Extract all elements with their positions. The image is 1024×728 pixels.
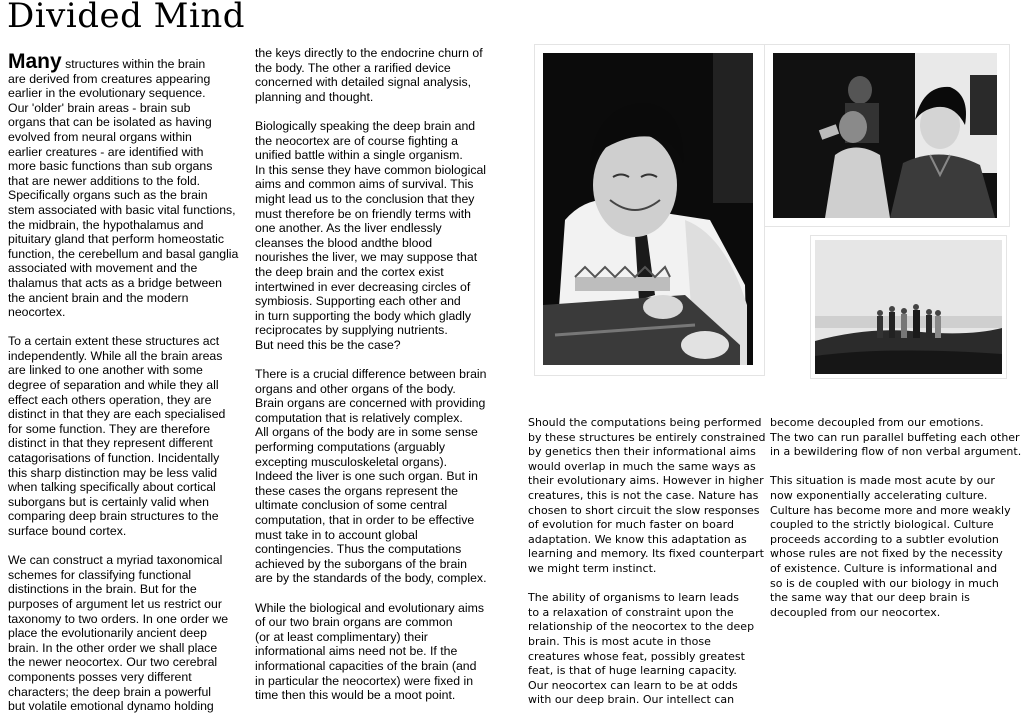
text-column-2 xyxy=(255,46,491,717)
drop-cap-word: Many xyxy=(8,50,62,73)
paragraph: We can construct a myriad taxonomical schemes for classifying functional distinctions in the brain. But for the purposes of argument let us restrict our taxonomy to two orders. In one order we place the evolutionarily ancient deep brain. In the other order we shall place the newer neocortex. Our two cerebral components posses very different characters; the deep brain a powerful but volatile emotional dynamo holding xyxy=(8,553,229,714)
paragraph: There is a crucial difference between brain organs and other organs of the body. Brain organs are concerned with providing computation that is relatively complex. All organs of the body are in some sense performing computations (arguably excepting musculoskeletal organs). Indeed the liver is one such organ. But in these cases the organs represent the ultimate conclusion of some central computation, that in order to be effective must take in to account global contingencies. Thus the computations achieved by the suborgans of the brain are by the standards of the body, complex. xyxy=(255,367,487,586)
paragraph: become decoupled from our emotions. The two can run parallel buffeting each other in a bewildering flow of non verbal argument. xyxy=(770,416,1022,459)
paragraph: Biologically speaking the deep brain and the neocortex are of course fighting a unified battle within a single organism. In this sense they have common biological aims and common aims of survival. This might lead us to the conclusion that they must therefore be on friendly terms with one another. As the liver endlessly cleanses the blood andthe blood nourishes the liver, we may suppose that the deep brain and the cortex exist intertwined in ever decreasing circles of symbiosis. Supporting each other and in turn supporting the body which gladly reciprocates by supplying nutrients. But need this be the case? xyxy=(255,118,487,352)
paragraph: While the biological and evolutionary aims of our two brain organs are common (or at least complimentary) their informational aims need not be. If the informational capacities of the brain (and in particular the neocortex) were fixed in time then this would be a moot point. xyxy=(255,600,484,703)
text-column-4 xyxy=(770,416,1024,635)
text-column-3 xyxy=(528,416,768,722)
photo-boy-graphic xyxy=(535,45,764,375)
photo-women-graphic xyxy=(765,45,1009,226)
photo-hill-graphic xyxy=(811,236,1006,378)
photo-group-of-women xyxy=(765,45,1009,226)
paragraph: The ability of organisms to learn leads to a relaxation of constraint upon the relationship of the neocortex to the deep brain. This is most acute in those creatures whose feat, possibly greatest feat, is that of huge learning capacity. Our neocortex can learn to be at odds with our deep brain. Our intellect can xyxy=(528,591,755,707)
paragraph: This situation is made most acute by our now exponentially accelerating culture. Culture has become more and more weakly coupled to the strictly biological. Culture proceeds according to a subtler evolution whose rules are not fixed by the necessity of existence. Culture is informational and so is de coupled with our biology in much the same way that our deep brain is decoupled from our neocortex. xyxy=(770,474,1011,619)
paragraph xyxy=(8,50,246,320)
photo-group-on-hill xyxy=(811,236,1006,378)
paragraph-text: structures within the brain are derived from creatures appearing earlier in the evolutionary sequence. Our 'older' brain areas - brain sub organs that can be isolated as having evolved from neural organs within earlier creatures - are identified with more basic functions than sub organs that are newer additions to the fold. Specifically organs such as the brain stem associated with basic vital functions, the midbrain, the hypothalamus and pituitary gland that perform homeostatic function, the cerebellum and basal ganglia associated with movement and the thalamus that acts as a bridge between the ancient brain and the modern neocortex. xyxy=(8,57,239,320)
paragraph: the keys directly to the endocrine churn of the body. The other a rarified device concerned with detailed signal analysis, planning and thought. xyxy=(255,46,483,104)
paragraph: To a certain extent these structures act independently. While all the brain areas are linked to one another with some degree of separation and while they all effect each others operation, they are distinct in that they are each specialised for some function. They are therefore distinct in that they represent different catagorisations of function. Incidentally this sharp distinction may be less valid when talking specifically about cortical suborgans but is certainly valid when comparing deep brain structures to the surface bound cortex. xyxy=(8,334,226,538)
photo-boy-with-model-bridge xyxy=(535,45,764,375)
text-column-1 xyxy=(8,50,246,728)
page-title: Divided Mind xyxy=(7,0,246,36)
paragraph: Should the computations being performed by these structures be entirely constrained by genetics then their informational aims would overlap in much the same ways as their evolutionary aims. However in higher creatures, this is not the case. Nature has chosen to short circuit the slow responses of evolution for much faster on board adaptation. We know this adaptation as learning and memory. Its fixed counterpart we might term instinct. xyxy=(528,416,766,575)
